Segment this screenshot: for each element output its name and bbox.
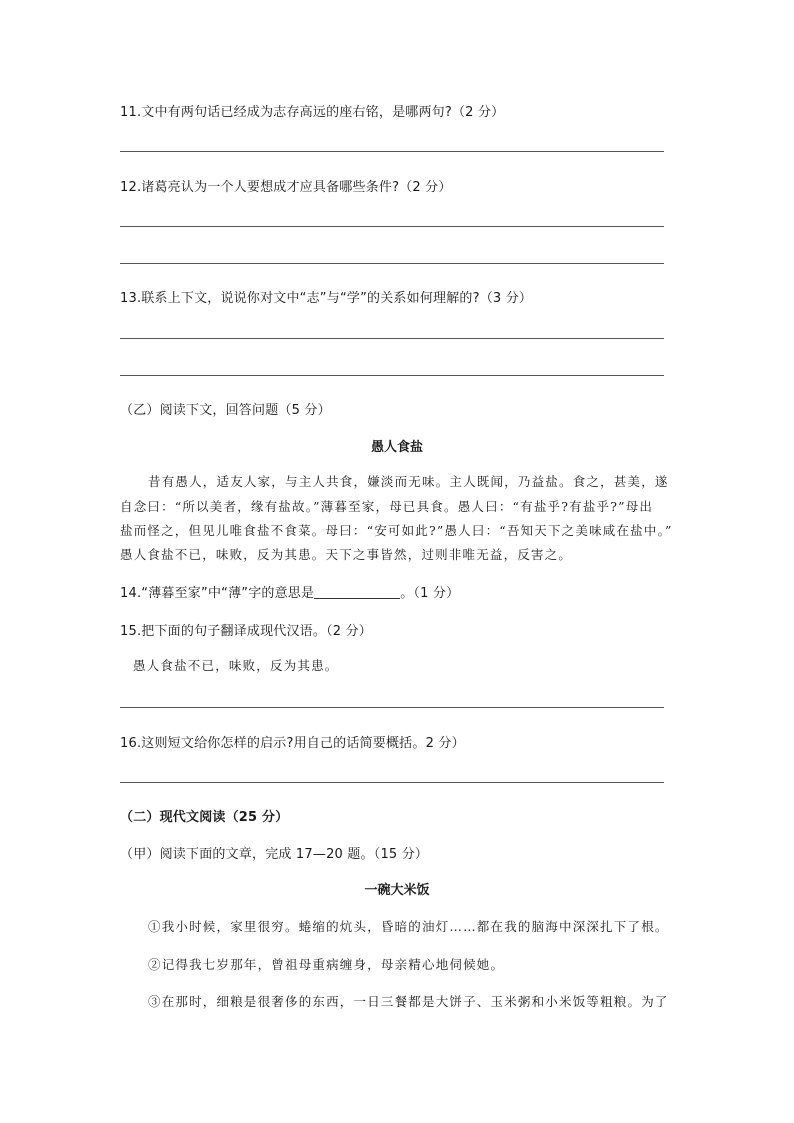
answer-line: [120, 707, 664, 708]
paragraph-3: ③在那时，细粮是很奢侈的东西，一日三餐都是大饼子、玉米粥和小米饭等粗粮。为了: [148, 994, 669, 1009]
fill-blank[interactable]: [314, 586, 400, 599]
section-yi-heading: （乙）阅读下文，回答问题（5 分）: [120, 403, 331, 418]
question-13: 13.联系上下文，说说你对文中“志”与“学”的关系如何理解的?（3 分）: [120, 291, 533, 306]
question-12: 12.诸葛亮认为一个人要想成才应具备哪些条件?（2 分）: [120, 180, 452, 195]
answer-line: [120, 782, 664, 783]
passage-line-2: 自念曰：“所以美者，缘有盐故。”薄暮至家，母已具食。愚人曰：“有盐乎?有盐乎?”母出: [120, 499, 654, 514]
passage-line-4: 愚人食盐不已，味败，反为其患。天下之事皆然，过则非唯无益，反害之。: [120, 547, 573, 562]
answer-line: [120, 151, 664, 152]
section-2-heading: （二）现代文阅读（25 分）: [120, 810, 289, 825]
answer-line: [120, 263, 664, 264]
question-15: 15.把下面的句子翻译成现代汉语。（2 分）: [120, 624, 372, 639]
question-14-prefix: 14.“薄暮至家”中“薄”字的意思是: [120, 586, 315, 601]
passage-title-yuren-shiyan: 愚人食盐: [370, 440, 423, 455]
paragraph-2: ②记得我七岁那年，曾祖母重病缠身，母亲精心地伺候她。: [148, 957, 505, 972]
passage-line-3: 盐而怪之，但见儿唯食盐不食菜。母曰：“安可如此?”愚人曰：“吾知天下之美味咸在盐中。”: [120, 523, 673, 538]
answer-line: [120, 338, 664, 339]
question-16: 16.这则短文给你怎样的启示?用自己的话简要概括。2 分）: [120, 736, 465, 751]
passage-line-1: 昔有愚人，适友人家，与主人共食，嫌淡而无味。主人既闻，乃益盐。食之，甚美，遂: [148, 474, 669, 489]
question-14-suffix: 。（1 分）: [400, 586, 460, 601]
translation-sentence: 愚人食盐不已，味败，反为其患。: [133, 658, 339, 673]
answer-line: [120, 226, 664, 227]
paragraph-1: ①我小时候，家里很穷。蜷缩的炕头，昏暗的油灯……都在我的脑海中深深扎下了根。: [148, 919, 669, 934]
question-11: 11.文中有两句话已经成为志存高远的座右铭，是哪两句?（2 分）: [120, 105, 505, 120]
passage-title-yiwan-dami-fan: 一碗大米饭: [364, 883, 430, 898]
answer-line: [120, 375, 664, 376]
section-jia-heading: （甲）阅读下面的文章，完成 17—20 题。（15 分）: [120, 847, 429, 862]
question-14: [120, 582, 459, 601]
